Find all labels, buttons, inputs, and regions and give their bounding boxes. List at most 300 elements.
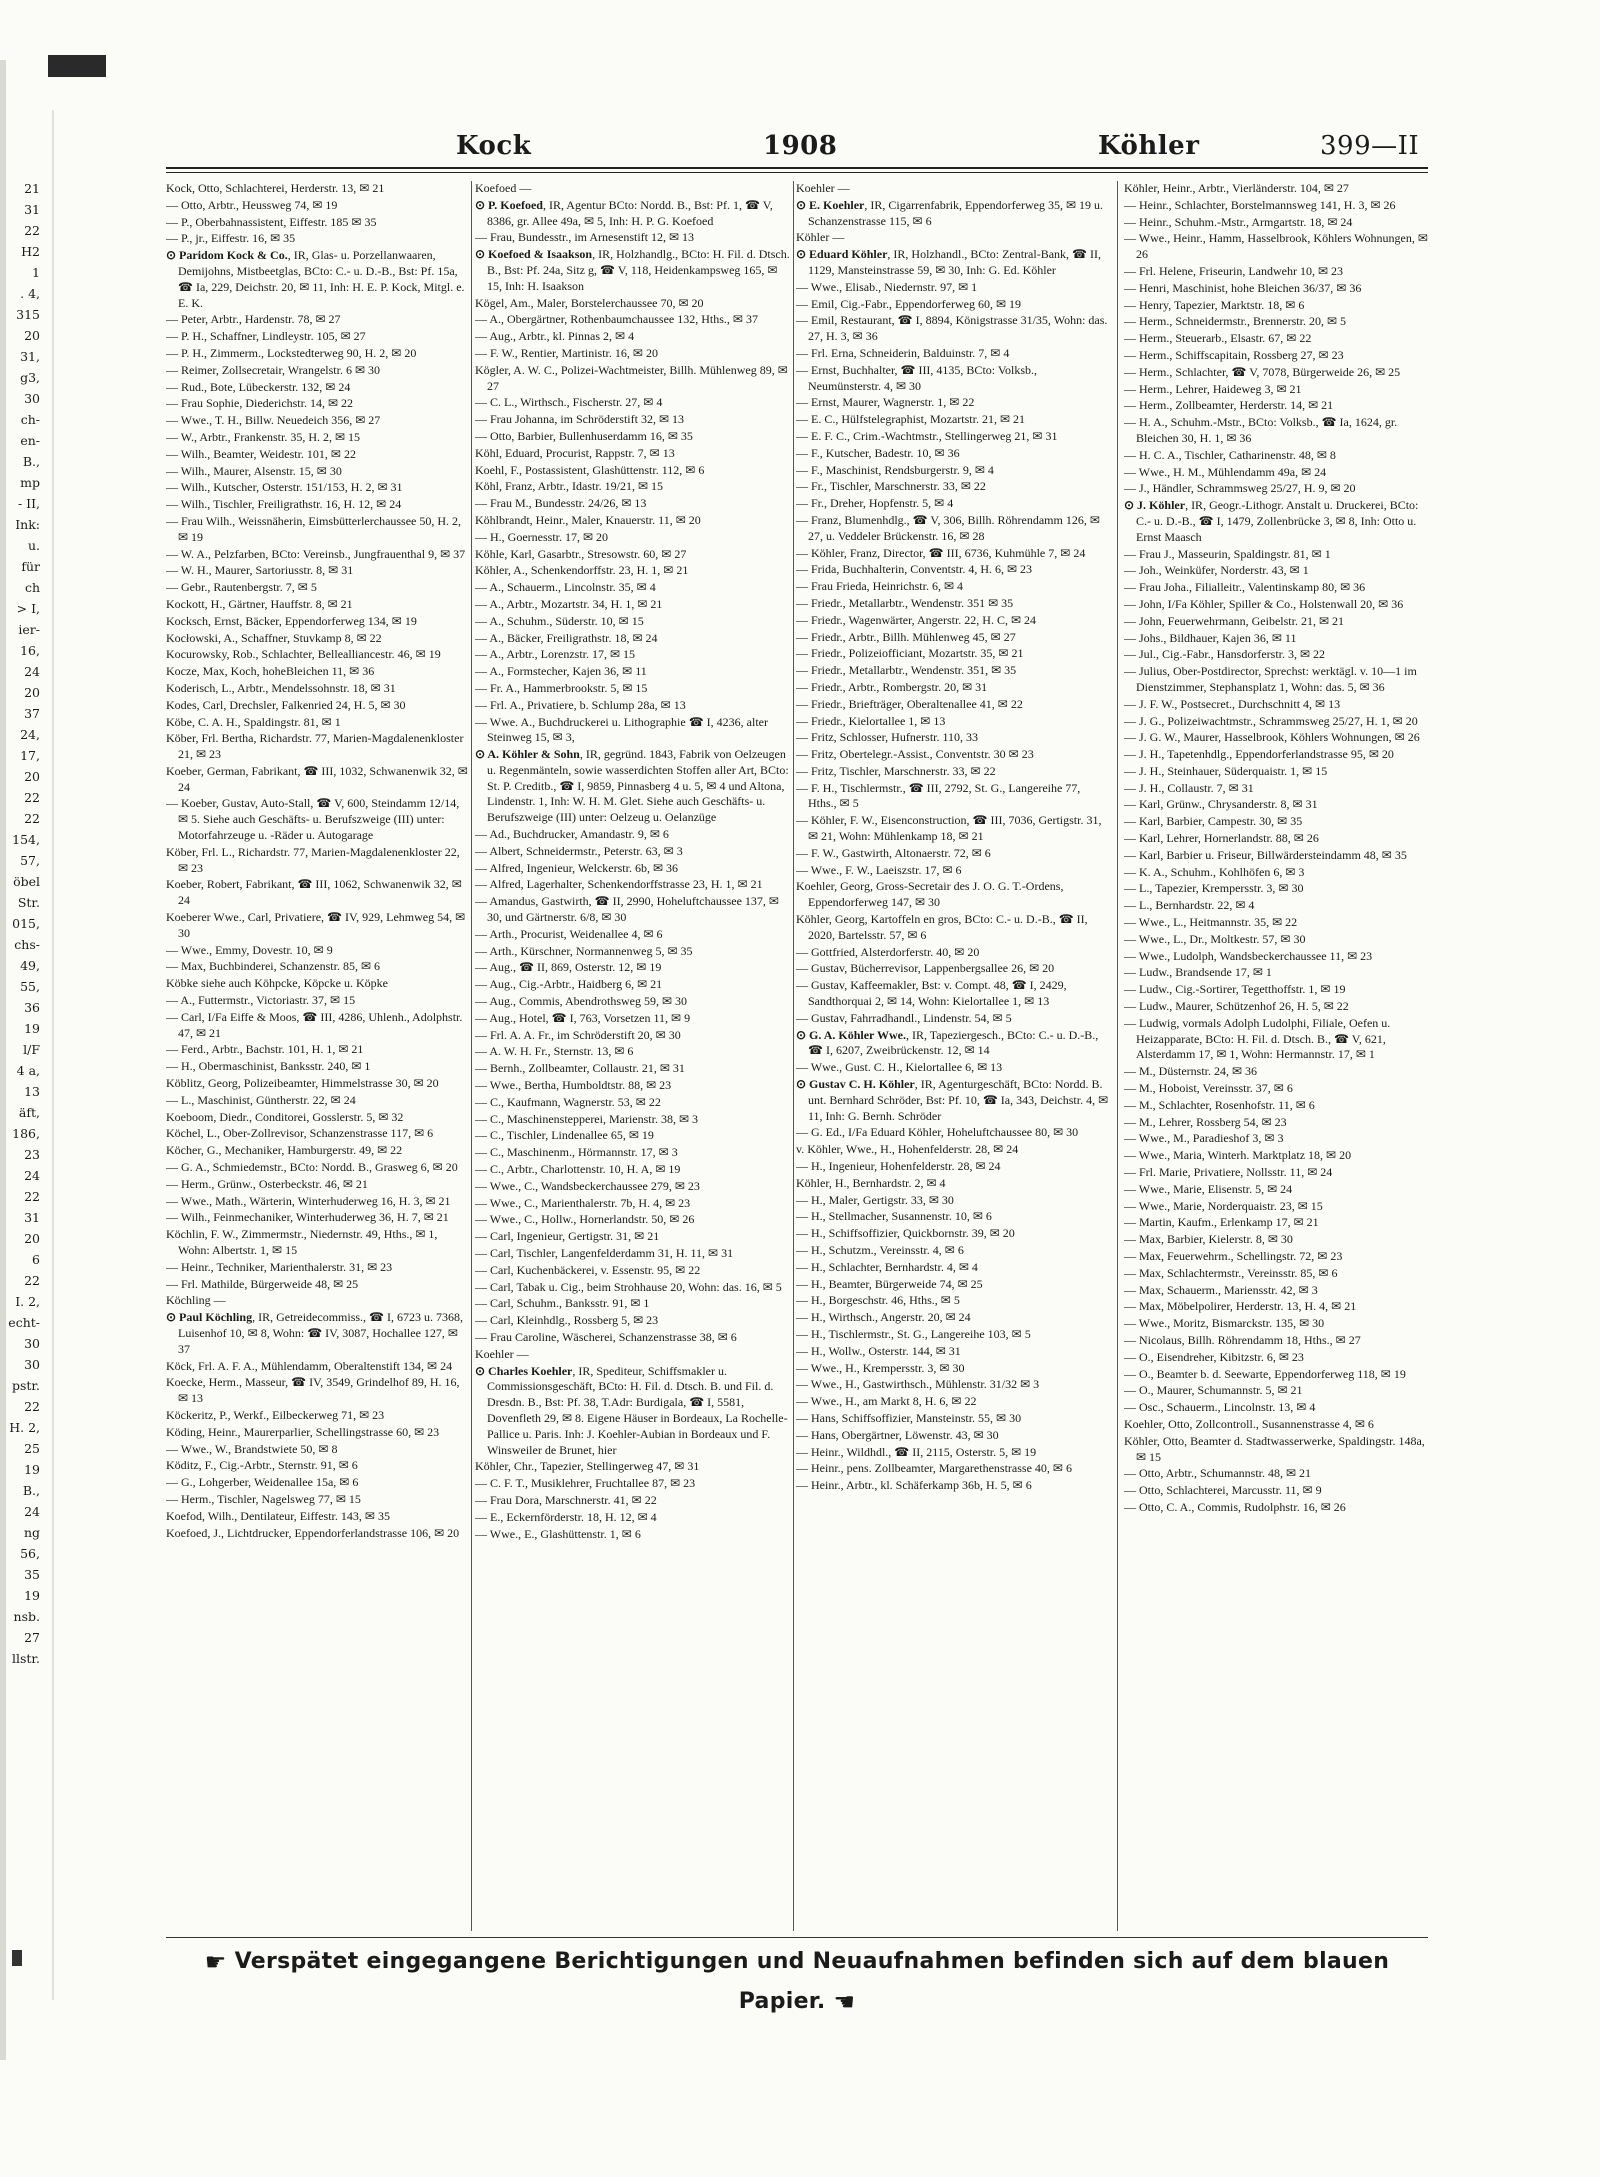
prev-page-fragment: B., xyxy=(22,1483,40,1498)
directory-entry: — E. C., Hülfstelegraphist, Mozartstr. 21, ✉ 21 xyxy=(796,412,1026,427)
prev-page-fragment: 22 xyxy=(24,1189,40,1204)
directory-entry: — Otto, Arbtr., Schumannstr. 48, ✉ 21 xyxy=(1124,1466,1312,1481)
prev-page-fragment: 57, xyxy=(20,853,40,868)
header-rule-top xyxy=(166,167,1428,169)
directory-entry: Köblitz, Georg, Polizeibeamter, Himmelstrasse 30, ✉ 20 xyxy=(166,1076,439,1091)
prev-page-fragment: 27 xyxy=(24,1630,40,1645)
prev-page-fragment: 13 xyxy=(24,1084,40,1099)
footer-notice xyxy=(166,1942,1428,2016)
directory-entry: — G. A., Schmiedemstr., BCto: Nordd. B., Grasweg 6, ✉ 20 xyxy=(166,1160,458,1175)
directory-entry: — P. H., Schaffner, Lindleystr. 105, ✉ 27 xyxy=(166,329,366,344)
prev-page-fragment: 56, xyxy=(20,1546,40,1561)
prev-page-fragment: 19 xyxy=(24,1588,40,1603)
directory-entry: Köchel, L., Ober-Zollrevisor, Schanzenstrasse 117, ✉ 6 xyxy=(166,1126,434,1141)
directory-entry: ⊙ J. Köhler, IR, Geogr.-Lithogr. Anstalt u. Druckerei, BCto: C.- u. D.-B., ☎ I, 1479, Zollenbrücke 3, ✉ 8, Inh: Otto u. Ernst Maasch xyxy=(1124,498,1419,544)
prev-page-fragment: 25 xyxy=(24,1441,40,1456)
directory-entry: Köhler, Otto, Beamter d. Stadtwasserwerke, Spaldingstr. 148a, ✉ 15 xyxy=(1124,1433,1425,1464)
directory-entry: — G., Lohgerber, Weidenallee 15a, ✉ 6 xyxy=(166,1475,359,1490)
directory-entry: — Albert, Schneidermstr., Peterstr. 63, ✉ 3 xyxy=(475,843,683,858)
directory-entry: Kocurowsky, Rob., Schlachter, Bellealliancestr. 46, ✉ 19 xyxy=(166,647,441,662)
directory-entry: — K. A., Schuhm., Kohlhöfen 6, ✉ 3 xyxy=(1124,864,1305,879)
directory-entry: — Max, Schlachtermstr., Vereinsstr. 85, ✉ 6 xyxy=(1124,1265,1338,1280)
scan-edge-mark xyxy=(12,1950,22,1966)
directory-entry: Köhlbrandt, Heinr., Maler, Knauerstr. 11, ✉ 20 xyxy=(475,512,701,527)
directory-entry: Koeberer Wwe., Carl, Privatiere, ☎ IV, 929, Lehmweg 54, ✉ 30 xyxy=(166,910,466,940)
directory-entry: — Wwe., Maria, Winterh. Marktplatz 18, ✉ 20 xyxy=(1124,1148,1352,1163)
directory-entry: — Bernh., Zollbeamter, Collaustr. 21, ✉ 31 xyxy=(475,1061,685,1076)
prev-page-fragment: . 4, xyxy=(20,286,40,301)
directory-entry: — Frau Joha., Filialleitr., Valentinskamp 80, ✉ 36 xyxy=(1124,580,1366,595)
directory-entry: — Max, Feuerwehrm., Schellingstr. 72, ✉ 23 xyxy=(1124,1249,1343,1263)
directory-entry: — W. A., Pelzfarben, BCto: Vereinsb., Jungfrauenthal 9, ✉ 37 xyxy=(166,546,466,561)
directory-entry: — M., Hoboist, Vereinsstr. 37, ✉ 6 xyxy=(1124,1081,1293,1096)
directory-entry: Koehler, Otto, Zollcontroll., Susannenstrasse 4, ✉ 6 xyxy=(1124,1416,1374,1431)
directory-entry: — Wwe., C., Wandsbeckerchaussee 279, ✉ 23 xyxy=(475,1178,700,1193)
directory-entry: — F. W., Rentier, Martinistr. 16, ✉ 20 xyxy=(475,345,658,360)
directory-entry: — Otto, Arbtr., Heussweg 74, ✉ 19 xyxy=(166,197,338,212)
directory-entry: — Friedr., Arbtr., Billh. Mühlenweg 45, ✉ 27 xyxy=(796,629,1016,644)
directory-entry: — Frl. Mathilde, Bürgerweide 48, ✉ 25 xyxy=(166,1276,359,1291)
prev-page-fragment: 22 xyxy=(24,1273,40,1288)
directory-entry: — Heinr., Wildhdl., ☎ II, 2115, Osterstr. 5, ✉ 19 xyxy=(796,1444,1037,1459)
directory-entry: — H. A., Schuhm.-Mstr., BCto: Volksb., ☎ Ia, 1624, gr. Bleichen 30, H. 1, ✉ 36 xyxy=(1124,415,1398,445)
directory-entry: — Frau Dora, Marschnerstr. 41, ✉ 22 xyxy=(475,1492,657,1507)
directory-entry: — A. W. H. Fr., Sternstr. 13, ✉ 6 xyxy=(475,1044,634,1059)
directory-entry: — Aug., Hotel, ☎ I, 763, Vorsetzen 11, ✉ 9 xyxy=(475,1010,691,1025)
directory-entry: — Carl, I/Fa Eiffe & Moos, ☎ III, 4286, Uhlenh., Adolphstr. 47, ✉ 21 xyxy=(166,1009,463,1040)
directory-entry: — Peter, Arbtr., Hardenstr. 78, ✉ 27 xyxy=(166,312,341,327)
directory-entry: — F., Kutscher, Badestr. 10, ✉ 36 xyxy=(796,445,960,460)
directory-entry: Köchlin, F. W., Zimmermstr., Niedernstr. 49, Hths., ✉ 1, Wohn: Albertstr. 1, ✉ 15 xyxy=(166,1227,438,1257)
directory-entry: — Nicolaus, Billh. Röhrendamm 18, Hths., ✉ 27 xyxy=(1124,1332,1361,1347)
prev-page-fragment: 154, xyxy=(12,832,40,847)
directory-entry: — Wwe. A., Buchdruckerei u. Lithographie ☎ I, 4236, alter Steinweg 15, ✉ 3, xyxy=(475,714,768,745)
directory-entry: Köhler, Georg, Kartoffeln en gros, BCto: C.- u. D.-B., ☎ II, 2020, Bartelsstr. 57, ✉ 6 xyxy=(796,912,1088,942)
directory-entry: — M., Lehrer, Rossberg 54, ✉ 23 xyxy=(1124,1114,1287,1129)
directory-entry: — Gottfried, Alsterdorferstr. 40, ✉ 20 xyxy=(796,944,980,959)
directory-entry: — W. H., Maurer, Sartoriusstr. 8, ✉ 31 xyxy=(166,563,354,578)
column-divider xyxy=(471,181,472,1931)
directory-entry: Kögel, Am., Maler, Borstelerchaussee 70, ✉ 20 xyxy=(475,295,704,310)
directory-entry: — Frl. A., Privatiere, b. Schlump 28a, ✉ 13 xyxy=(475,697,686,712)
directory-entry: — Gebr., Rautenbergstr. 7, ✉ 5 xyxy=(166,580,317,595)
prev-page-fragment: 6 xyxy=(32,1252,40,1267)
directory-entry: Koeboom, Diedr., Conditorei, Gosslerstr. 5, ✉ 32 xyxy=(166,1109,404,1124)
directory-entry: — Wwe., C., Marienthalerstr. 7b, H. 4, ✉ 23 xyxy=(475,1195,691,1210)
directory-entry: — Wilh., Kutscher, Osterstr. 151/153, H. 2, ✉ 31 xyxy=(166,480,403,495)
directory-entry: — H. C. A., Tischler, Catharinenstr. 48, ✉ 8 xyxy=(1124,447,1336,462)
prev-page-fragment: - II, xyxy=(17,496,40,511)
directory-entry: — Frida, Buchhalterin, Conventstr. 4, H. 6, ✉ 23 xyxy=(796,562,1033,577)
directory-entry: — Max, Schauerm., Mariensstr. 42, ✉ 3 xyxy=(1124,1282,1318,1297)
prev-page-fragment: 21 xyxy=(24,181,40,196)
directory-entry: — Wwe., Gust. C. H., Kielortallee 6, ✉ 13 xyxy=(796,1060,1003,1075)
directory-entry: — H., Schiffsoffizier, Quickbornstr. 39, ✉ 20 xyxy=(796,1226,1015,1241)
directory-entry: — E. F. C., Crim.-Wachtmstr., Stellingerweg 21, ✉ 31 xyxy=(796,428,1058,443)
directory-entry: — F., Maschinist, Rendsburgerstr. 9, ✉ 4 xyxy=(796,462,994,477)
directory-entry: — Fr., Tischler, Marschnerstr. 33, ✉ 22 xyxy=(796,479,986,494)
prev-page-fragment: 24 xyxy=(24,1168,40,1183)
directory-entry: Koeber, Robert, Fabrikant, ☎ III, 1062, Schwanenwik 32, ✉ 24 xyxy=(166,877,462,908)
directory-entry: — Ernst, Buchhalter, ☎ III, 4135, BCto: Volksb., Neumünsterstr. 4, ✉ 30 xyxy=(796,362,1038,393)
directory-entry: — Ernst, Maurer, Wagnerstr. 1, ✉ 22 xyxy=(796,395,975,410)
directory-entry: — P., Oberbahnassistent, Eiffestr. 185 ✉ 35 xyxy=(166,214,377,229)
directory-entry: — A., Obergärtner, Rothenbaumchaussee 132, Hths., ✉ 37 xyxy=(475,312,758,327)
directory-entry: — Fr. A., Hammerbrookstr. 5, ✉ 15 xyxy=(475,680,648,695)
directory-entry: — Aug., Cig.-Arbtr., Haidberg 6, ✉ 21 xyxy=(475,977,663,992)
directory-entry: — H., Maler, Gertigstr. 33, ✉ 30 xyxy=(796,1192,954,1207)
prev-page-fragment: 20 xyxy=(24,1231,40,1246)
prev-page-fragment: 1 xyxy=(32,265,40,280)
directory-entry: — Hans, Obergärtner, Löwenstr. 43, ✉ 30 xyxy=(796,1427,999,1442)
prev-page-fragment: 35 xyxy=(24,1567,40,1582)
prev-page-fragment: 20 xyxy=(24,685,40,700)
directory-entry: ⊙ G. A. Köhler Wwe., IR, Tapeziergesch., BCto: C.- u. D.-B., ☎ I, 6207, Zweibrückenstr. 12, ✉ 14 xyxy=(796,1027,1099,1058)
directory-entry: — Ludw., Brandsende 17, ✉ 1 xyxy=(1124,965,1272,980)
directory-entry: ⊙ Gustav C. H. Köhler, IR, Agenturgeschäft, BCto: Nordd. B. unt. Bernhard Schröder, Bst: Pf. 10, ☎ Ia, 343, Deichstr. 4, ✉ 11, Inh: G. Bernh. Schröder xyxy=(796,1077,1109,1123)
directory-entry: — Wwe., E., Glashüttenstr. 1, ✉ 6 xyxy=(475,1526,641,1541)
prev-page-fragment: Str. xyxy=(17,895,40,910)
directory-entry: — Wwe., Marie, Elisenstr. 5, ✉ 24 xyxy=(1124,1181,1293,1196)
prev-page-fragment: llstr. xyxy=(11,1651,40,1666)
directory-column-3 xyxy=(796,181,1110,1931)
prev-page-fragment: 30 xyxy=(24,391,40,406)
prev-page-fragment: für xyxy=(21,559,40,574)
directory-entry: — Karl, Barbier, Campestr. 30, ✉ 35 xyxy=(1124,814,1303,829)
directory-entry: — J. H., Collaustr. 7, ✉ 31 xyxy=(1124,780,1254,795)
directory-entry: — C., Arbtr., Charlottenstr. 10, H. A, ✉ 19 xyxy=(475,1162,681,1177)
directory-entry: — Wwe., Marie, Norderquaistr. 23, ✉ 15 xyxy=(1124,1198,1323,1213)
directory-entry: — Jul., Cig.-Fabr., Hansdorferstr. 3, ✉ 22 xyxy=(1124,647,1326,662)
directory-entry: — Wilh., Tischler, Freiligrathstr. 16, H. 12, ✉ 24 xyxy=(166,497,402,512)
directory-entry: — Ferd., Arbtr., Bachstr. 101, H. 1, ✉ 21 xyxy=(166,1042,364,1057)
previous-page-fragment xyxy=(0,178,40,2008)
directory-entry: — Fritz, Tischler, Marschnerstr. 33, ✉ 22 xyxy=(796,763,996,778)
directory-entry: — Osc., Schauerm., Lincolnstr. 13, ✉ 4 xyxy=(1124,1400,1316,1415)
prev-page-fragment: 37 xyxy=(24,706,40,721)
directory-entry: — A., Schauerm., Lincolnstr. 35, ✉ 4 xyxy=(475,580,656,595)
directory-entry: — Frau, Bundesstr., im Arnesenstift 12, ✉ 13 xyxy=(475,230,695,245)
directory-entry: — C. L., Wirthsch., Fischerstr. 27, ✉ 4 xyxy=(475,395,663,410)
prev-page-fragment: 31 xyxy=(24,202,40,217)
pointing-hand-right-icon: ☚ xyxy=(833,1988,856,2016)
directory-entry: — Fritz, Obertelegr.-Assist., Conventstr. 30 ✉ 23 xyxy=(796,747,1034,762)
directory-entry: — A., Arbtr., Mozartstr. 34, H. 1, ✉ 21 xyxy=(475,596,663,611)
prev-page-fragment: 24 xyxy=(24,1504,40,1519)
directory-entry: Koderisch, L., Arbtr., Mendelssohnstr. 18, ✉ 31 xyxy=(166,680,396,695)
prev-page-fragment: Ink: xyxy=(15,517,40,532)
directory-entry: Koehler — xyxy=(475,1346,529,1361)
directory-entry: — Alfred, Lagerhalter, Schenkendorffstrasse 23, H. 1, ✉ 21 xyxy=(475,877,763,892)
directory-entry: — Otto, Schlachterei, Marcusstr. 11, ✉ 9 xyxy=(1124,1483,1322,1498)
directory-entry: — Wwe., C., Hollw., Hornerlandstr. 50, ✉ 26 xyxy=(475,1212,695,1227)
directory-entry: — Heinr., Arbtr., kl. Schäferkamp 36b, H. 5, ✉ 6 xyxy=(796,1478,1032,1493)
directory-entry: — Frau Johanna, im Schröderstift 32, ✉ 13 xyxy=(475,412,685,427)
directory-entry: — O., Eisendreher, Kibitzstr. 6, ✉ 23 xyxy=(1124,1349,1304,1364)
directory-entry: — Gustav, Fahrradhandl., Lindenstr. 54, ✉ 5 xyxy=(796,1010,1012,1025)
directory-entry: — Fr., Dreher, Hopfenstr. 5, ✉ 4 xyxy=(796,496,954,511)
directory-entry: — Johs., Bildhauer, Kajen 36, ✉ 11 xyxy=(1124,630,1297,645)
directory-entry: — Heinr., pens. Zollbeamter, Margarethenstrasse 40, ✉ 6 xyxy=(796,1461,1072,1476)
directory-entry: ⊙ Eduard Köhler, IR, Holzhandl., BCto: Zentral-Bank, ☎ II, 1129, Mansteinstrasse 59, ✉ 30, Inh: G. Ed. Köhler xyxy=(796,247,1101,277)
directory-entry: ⊙ Charles Koehler, IR, Spediteur, Schiffsmakler u. Commissionsgeschäft, BCto: H. Fil. d. Dtsch. B. und Fil. d. Dresdn. B., Bst: Pf. 38, T.Adr: Burdigala, ☎ I, 5581, Dovenfleth 29, ✉ 8. Eigene Häuser in Bordeaux, La Rochelle-Pallice u. Paris. Inh: J. Koehler-Aubian in Bordeaux und F. Winsweiler de Brunet, hier xyxy=(475,1363,788,1457)
directory-entry: — Carl, Schuhm., Banksstr. 91, ✉ 1 xyxy=(475,1296,650,1311)
directory-entry: — E., Eckernförderstr. 18, H. 12, ✉ 4 xyxy=(475,1509,657,1524)
prev-page-fragment: öbel xyxy=(13,874,40,889)
directory-entry: Köditz, F., Cig.-Arbtr., Sternstr. 91, ✉ 6 xyxy=(166,1458,358,1473)
directory-entry: — A., Schuhm., Süderstr. 10, ✉ 15 xyxy=(475,613,644,628)
header-year: 1908 xyxy=(763,131,838,161)
directory-entry: — Frau Wilh., Weissnäherin, Eimsbütterlerchaussee 50, H. 2, ✉ 19 xyxy=(166,513,462,544)
directory-entry: — Heinr., Techniker, Marienthalerstr. 31, ✉ 23 xyxy=(166,1259,393,1274)
directory-entry: — H., Schlachter, Bernhardstr. 4, ✉ 4 xyxy=(796,1259,978,1274)
directory-entry: — M., Schlachter, Rosenhofstr. 11, ✉ 6 xyxy=(1124,1097,1315,1112)
directory-entry: — Friedr., Kielortallee 1, ✉ 13 xyxy=(796,713,946,728)
prev-page-fragment: 015, xyxy=(12,916,40,931)
directory-entry: — H., Obermaschinist, Banksstr. 240, ✉ 1 xyxy=(166,1059,371,1074)
directory-entry: — Carl, Tabak u. Cig., beim Strohhause 20, Wohn: das. 16, ✉ 5 xyxy=(475,1279,782,1294)
directory-entry: — Frl. A. A. Fr., im Schröderstift 20, ✉ 30 xyxy=(475,1027,681,1042)
directory-entry: Koehler — xyxy=(796,181,850,195)
page-number: 399—II xyxy=(1320,131,1420,161)
directory-entry: — Otto, Barbier, Bullenhuserdamm 16, ✉ 35 xyxy=(475,428,693,443)
directory-entry: — Frau Frieda, Heinrichstr. 6, ✉ 4 xyxy=(796,579,964,594)
directory-entry: Kocłowski, A., Schaffner, Stuvkamp 8, ✉ 22 xyxy=(166,630,382,645)
directory-entry: — Köhler, F. W., Eisenconstruction, ☎ III, 7036, Gertigstr. 31, ✉ 21, Wohn: Mühlenkamp 18, ✉ 21 xyxy=(796,813,1102,844)
directory-entry: Köhl, Franz, Arbtr., Idastr. 19/21, ✉ 15 xyxy=(475,479,664,494)
directory-entry: — Wwe., F. W., Laeiszstr. 17, ✉ 6 xyxy=(796,862,962,877)
directory-entry: — L., Tapezier, Krempersstr. 3, ✉ 30 xyxy=(1124,881,1304,896)
prev-page-fragment: ng xyxy=(23,1525,40,1540)
directory-entry: — C., Maschinenstepperei, Marienstr. 38, ✉ 3 xyxy=(475,1111,699,1126)
directory-entry: — Wilh., Maurer, Alsenstr. 15, ✉ 30 xyxy=(166,463,342,478)
directory-entry: — J. F. W., Postsecret., Durchschnitt 4, ✉ 13 xyxy=(1124,696,1341,711)
directory-entry: — Frl. Erna, Schneiderin, Balduinstr. 7, ✉ 4 xyxy=(796,345,1010,360)
directory-entry: — Karl, Barbier u. Friseur, Billwärdersteindamm 48, ✉ 35 xyxy=(1124,847,1407,862)
directory-entry: — J. H., Tapetenhdlg., Eppendorferlandstrasse 95, ✉ 20 xyxy=(1124,747,1394,762)
directory-entry: — Ludw., Maurer, Schützenhof 26, H. 5, ✉ 22 xyxy=(1124,999,1349,1014)
directory-entry: — Aug., Arbtr., kl. Pinnas 2, ✉ 4 xyxy=(475,329,635,344)
directory-entry: — Wwe., Math., Wärterin, Winterhuderweg 16, H. 3, ✉ 21 xyxy=(166,1193,451,1208)
directory-entry: — Wwe., H. M., Mühlendamm 49a, ✉ 24 xyxy=(1124,464,1327,479)
page-gutter xyxy=(52,110,54,2000)
directory-entry: — John, Feuerwehrmann, Geibelstr. 21, ✉ 21 xyxy=(1124,613,1345,628)
prev-page-fragment: pstr. xyxy=(11,1378,40,1393)
prev-page-fragment: ch xyxy=(24,580,40,595)
directory-entry: — H., Wirthsch., Angerstr. 20, ✉ 24 xyxy=(796,1310,971,1325)
directory-entry: — Carl, Kuchenbäckerei, v. Essenstr. 95, ✉ 22 xyxy=(475,1262,701,1277)
directory-entry: — J. G. W., Maurer, Hasselbrook, Köhlers Wohnungen, ✉ 26 xyxy=(1124,730,1420,745)
directory-entry: — Frau Sophie, Diederichstr. 14, ✉ 22 xyxy=(166,396,354,411)
directory-entry: — Herm., Zollbeamter, Herderstr. 14, ✉ 21 xyxy=(1124,398,1334,413)
directory-entry: — Frl. Marie, Privatiere, Nollsstr. 11, ✉ 24 xyxy=(1124,1165,1333,1180)
prev-page-fragment: chs- xyxy=(14,937,40,952)
directory-entry: v. Köhler, Wwe., H., Hohenfelderstr. 28, ✉ 24 xyxy=(796,1142,1019,1157)
column-divider xyxy=(1117,181,1118,1931)
directory-entry: — Alfred, Ingenieur, Welckerstr. 6b, ✉ 36 xyxy=(475,860,679,875)
directory-entry: — H., Borgeschstr. 46, Hths., ✉ 5 xyxy=(796,1293,960,1308)
prev-page-fragment: 24 xyxy=(24,664,40,679)
directory-entry: — Gustav, Bücherrevisor, Lappenbergsallee 26, ✉ 20 xyxy=(796,961,1055,976)
directory-entry: — Wwe., Moritz, Bismarckstr. 135, ✉ 30 xyxy=(1124,1316,1325,1331)
directory-entry: Köhler, Chr., Tapezier, Stellingerweg 47, ✉ 31 xyxy=(475,1459,700,1474)
prev-page-fragment: en- xyxy=(20,433,40,448)
directory-entry: — Carl, Ingenieur, Gertigstr. 31, ✉ 21 xyxy=(475,1229,660,1244)
directory-entry: — Heinr., Schlachter, Borstelmannsweg 141, H. 3, ✉ 26 xyxy=(1124,197,1396,212)
directory-entry: — Wwe., L., Dr., Moltkestr. 57, ✉ 30 xyxy=(1124,931,1306,946)
directory-entry: — Wwe., H., am Markt 8, H. 6, ✉ 22 xyxy=(796,1394,977,1409)
prev-page-fragment: 30 xyxy=(24,1357,40,1372)
directory-entry: — C., Kaufmann, Wagnerstr. 53, ✉ 22 xyxy=(475,1094,661,1109)
directory-entry: — Heinr., Schuhm.-Mstr., Armgartstr. 18, ✉ 24 xyxy=(1124,214,1353,229)
directory-entry: — J., Händler, Schrammsweg 25/27, H. 9, ✉ 20 xyxy=(1124,481,1356,496)
directory-entry: — Herm., Steuerarb., Elsastr. 67, ✉ 22 xyxy=(1124,331,1312,346)
directory-entry: — Frau J., Masseurin, Spaldingstr. 81, ✉ 1 xyxy=(1124,546,1331,561)
directory-entry: — Wwe., L., Heitmannstr. 35, ✉ 22 xyxy=(1124,915,1298,930)
directory-entry: — Friedr., Arbtr., Rombergstr. 20, ✉ 31 xyxy=(796,679,988,694)
directory-entry: Kodes, Carl, Drechsler, Falkenried 24, H. 5, ✉ 30 xyxy=(166,697,406,712)
directory-entry: — Karl, Lehrer, Hornerlandstr. 88, ✉ 26 xyxy=(1124,831,1319,846)
directory-entry: — H., Ingenieur, Hohenfelderstr. 28, ✉ 24 xyxy=(796,1159,1001,1174)
directory-entry: — C., Maschinenm., Hörmannstr. 17, ✉ 3 xyxy=(475,1145,678,1160)
directory-entry: — Arth., Procurist, Weidenallee 4, ✉ 6 xyxy=(475,926,663,941)
directory-entry: — Wwe., Heinr., Hamm, Hasselbrook, Köhlers Wohnungen, ✉ 26 xyxy=(1124,231,1428,262)
prev-page-fragment: 22 xyxy=(24,1399,40,1414)
directory-entry: — J. G., Polizeiwachtmstr., Schrammsweg 25/27, H. 1, ✉ 20 xyxy=(1124,713,1418,728)
footer-text: Verspätet eingegangene Berichtigungen und Neuaufnahmen befinden sich auf dem blauen Papier. xyxy=(234,1949,1390,2014)
directory-column-2 xyxy=(475,181,791,1931)
directory-entry: — Hans, Schiffsoffizier, Mansteinstr. 55, ✉ 30 xyxy=(796,1410,1022,1425)
prev-page-fragment: g3, xyxy=(20,370,40,385)
directory-entry: — Wwe., H., Gastwirthsch., Mühlenstr. 31/32 ✉ 3 xyxy=(796,1377,1040,1392)
directory-entry: — M., Düsternstr. 24, ✉ 36 xyxy=(1124,1064,1258,1079)
directory-entry: — Wwe., H., Krempersstr. 3, ✉ 30 xyxy=(796,1360,965,1375)
prev-page-fragment: 20 xyxy=(24,769,40,784)
prev-page-fragment: mp xyxy=(20,475,40,490)
directory-entry: Köbe, C. A. H., Spaldingstr. 81, ✉ 1 xyxy=(166,714,341,729)
directory-entry: — Wwe., Ludolph, Wandsbeckerchaussee 11, ✉ 23 xyxy=(1124,948,1373,963)
directory-entry: — Köhler, Franz, Director, ☎ III, 6736, Kuhmühle 7, ✉ 24 xyxy=(796,545,1086,560)
directory-entry: — A., Arbtr., Lorenzstr. 17, ✉ 15 xyxy=(475,647,636,662)
running-header xyxy=(166,126,1428,166)
directory-entry: — Herm., Grünw., Osterbeckstr. 46, ✉ 21 xyxy=(166,1176,368,1191)
directory-entry: Köhler, Heinr., Arbtr., Vierländerstr. 104, ✉ 27 xyxy=(1124,181,1349,195)
directory-entry: — Arth., Kürschner, Normannenweg 5, ✉ 35 xyxy=(475,943,693,958)
prev-page-fragment: 36 xyxy=(24,1000,40,1015)
directory-entry: — Friedr., Polizeiofficiant, Mozartstr. 35, ✉ 21 xyxy=(796,646,1024,661)
prev-page-fragment: 22 xyxy=(24,790,40,805)
scan-corner-mark xyxy=(48,55,106,77)
header-last-name: Köhler xyxy=(1098,131,1200,161)
directory-entry: — Carl, Tischler, Langenfelderdamm 31, H. 11, ✉ 31 xyxy=(475,1246,734,1260)
directory-entry: — Frau Caroline, Wäscherei, Schanzenstrasse 38, ✉ 6 xyxy=(475,1329,737,1344)
directory-entry: ⊙ Paul Köchling, IR, Getreidecommiss., ☎ I, 6723 u. 7368, Luisenhof 10, ✉ 8, Wohn: ☎ IV, 3087, Hochallee 127, ✉ 37 xyxy=(166,1310,463,1356)
prev-page-fragment: 49, xyxy=(20,958,40,973)
directory-entry: — Carl, Kleinhdlg., Rossberg 5, ✉ 23 xyxy=(475,1313,659,1328)
prev-page-fragment: ch- xyxy=(20,412,40,427)
directory-entry: — L., Maschinist, Güntherstr. 22, ✉ 24 xyxy=(166,1092,356,1107)
prev-page-fragment: 4 a, xyxy=(16,1063,40,1078)
directory-entry: — J. H., Steinhauer, Süderquaistr. 1, ✉ 15 xyxy=(1124,763,1328,778)
directory-entry: Köckeritz, P., Werkf., Eilbeckerweg 71, ✉ 23 xyxy=(166,1407,385,1422)
directory-entry: Kögler, A. W. C., Polizei-Wachtmeister, Billh. Mühlenweg 89, ✉ 27 xyxy=(475,362,788,393)
directory-entry: ⊙ P. Koefoed, IR, Agentur BCto: Nordd. B., Bst: Pf. 1, ☎ V, 8386, gr. Allee 49a, ✉ 5, Inh: H. P. G. Koefoed xyxy=(475,197,773,228)
prev-page-fragment: nsb. xyxy=(13,1609,40,1624)
directory-entry: — H., Tischlermstr., St. G., Langereihe 103, ✉ 5 xyxy=(796,1326,1031,1341)
directory-entry: — O., Beamter b. d. Seewarte, Eppendorferweg 118, ✉ 19 xyxy=(1124,1366,1406,1381)
directory-entry: Köck, Frl. A. F. A., Mühlendamm, Oberaltenstift 134, ✉ 24 xyxy=(166,1358,453,1373)
prev-page-fragment: 17, xyxy=(20,748,40,763)
directory-entry: — Ludw., Cig.-Sortirer, Tegetthoffstr. 1, ✉ 19 xyxy=(1124,982,1346,997)
directory-entry: — G. Ed., I/Fa Eduard Köhler, Hoheluftchaussee 80, ✉ 30 xyxy=(796,1125,1079,1140)
directory-entry: — Joh., Weinküfer, Norderstr. 43, ✉ 1 xyxy=(1124,563,1309,578)
directory-entry: Koehler, Georg, Gross-Secretair des J. O. G. T.-Ordens, Eppendorferweg 147, ✉ 30 xyxy=(796,879,1064,910)
directory-entry: — Karl, Grünw., Chrysanderstr. 8, ✉ 31 xyxy=(1124,797,1318,812)
directory-entry: — H., Beamter, Bürgerweide 74, ✉ 25 xyxy=(796,1276,983,1291)
directory-entry: — Wwe., T. H., Billw. Neuedeich 356, ✉ 27 xyxy=(166,413,381,428)
directory-entry: Köhl, Eduard, Procurist, Rappstr. 7, ✉ 13 xyxy=(475,445,675,460)
directory-entry: — C. F. T., Musiklehrer, Fruchtallee 87, ✉ 23 xyxy=(475,1476,696,1491)
directory-entry: ⊙ E. Koehler, IR, Cigarrenfabrik, Eppendorferweg 35, ✉ 19 u. Schanzenstrasse 115, ✉ 6 xyxy=(796,197,1104,228)
directory-entry: — Wwe., Emmy, Dovestr. 10, ✉ 9 xyxy=(166,942,333,957)
directory-entry: — Max, Buchbinderei, Schanzenstr. 85, ✉ 6 xyxy=(166,959,381,974)
directory-entry: — Wilh., Beamter, Weidestr. 101, ✉ 22 xyxy=(166,446,356,461)
directory-entry: Köchling — xyxy=(166,1293,226,1308)
directory-entry: — H., Goernesstr. 17, ✉ 20 xyxy=(475,529,609,544)
directory-entry: Koecke, Herm., Masseur, ☎ IV, 3549, Grindelhof 89, H. 16, ✉ 13 xyxy=(166,1375,460,1406)
directory-entry: — John, I/Fa Köhler, Spiller & Co., Holstenwall 20, ✉ 36 xyxy=(1124,596,1404,611)
prev-page-fragment: 31, xyxy=(20,349,40,364)
directory-entry: Kockott, H., Gärtner, Hauffstr. 8, ✉ 21 xyxy=(166,596,353,611)
directory-entry: — Herm., Schiffscapitain, Rossberg 27, ✉ 23 xyxy=(1124,347,1344,362)
header-rule-bottom xyxy=(166,172,1428,173)
directory-entry: — Herm., Tischler, Nagelsweg 77, ✉ 15 xyxy=(166,1491,361,1506)
directory-entry: — C., Tischler, Lindenallee 65, ✉ 19 xyxy=(475,1128,654,1143)
prev-page-fragment: 30 xyxy=(24,1336,40,1351)
directory-entry: Koefod, Wilh., Dentilateur, Eiffestr. 143, ✉ 35 xyxy=(166,1508,390,1523)
directory-entry: — Friedr., Metallarbtr., Wendenstr. 351 ✉ 35 xyxy=(796,595,1014,610)
directory-entry: — Wwe., W., Brandstwiete 50, ✉ 8 xyxy=(166,1441,338,1456)
directory-entry: Köber, Frl. L., Richardstr. 77, Marien-Magdalenenkloster 22, ✉ 23 xyxy=(166,844,460,875)
directory-entry: Köhler — xyxy=(796,230,845,245)
directory-entry: — Reimer, Zollsecretair, Wrangelstr. 6 ✉ 30 xyxy=(166,362,380,377)
prev-page-fragment: 24, xyxy=(20,727,40,742)
prev-page-fragment: B., xyxy=(22,454,40,469)
directory-entry: — A., Formstecher, Kajen 36, ✉ 11 xyxy=(475,664,647,679)
directory-entry: — Amandus, Gastwirth, ☎ II, 2990, Hoheluftchaussee 137, ✉ 30, und Gärtnerstr. 6/8, ✉ 30 xyxy=(475,894,779,925)
directory-entry: — Herm., Lehrer, Haideweg 3, ✉ 21 xyxy=(1124,381,1302,396)
prev-page-fragment: 22 xyxy=(24,811,40,826)
prev-page-fragment: 315 xyxy=(16,307,40,322)
directory-entry: — F. W., Gastwirth, Altonaerstr. 72, ✉ 6 xyxy=(796,845,991,860)
prev-page-fragment: H2 xyxy=(21,244,40,259)
prev-page-fragment: äft, xyxy=(18,1105,40,1120)
directory-entry: — Herm., Schneidermstr., Brennerstr. 20, ✉ 5 xyxy=(1124,314,1347,329)
directory-entry: Köhler, H., Bernhardstr. 2, ✉ 4 xyxy=(796,1175,946,1190)
directory-entry: — Martin, Kaufm., Erlenkamp 17, ✉ 21 xyxy=(1124,1215,1319,1230)
prev-page-fragment: 16, xyxy=(20,643,40,658)
prev-page-fragment: 23 xyxy=(24,1147,40,1162)
prev-page-fragment: 19 xyxy=(24,1021,40,1036)
directory-entry: Köding, Heinr., Maurerparlier, Schellingstrasse 60, ✉ 23 xyxy=(166,1424,440,1439)
directory-entry: — H., Schutzm., Vereinsstr. 4, ✉ 6 xyxy=(796,1243,964,1257)
prev-page-fragment: 20 xyxy=(24,328,40,343)
directory-entry: — Wilh., Feinmechaniker, Winterhuderweg 36, H. 7, ✉ 21 xyxy=(166,1210,449,1225)
footer-rule xyxy=(166,1937,1428,1938)
directory-entry: — L., Bernhardstr. 22, ✉ 4 xyxy=(1124,898,1255,913)
prev-page-fragment: l/F xyxy=(23,1042,40,1057)
directory-column-4 xyxy=(1124,181,1428,1931)
